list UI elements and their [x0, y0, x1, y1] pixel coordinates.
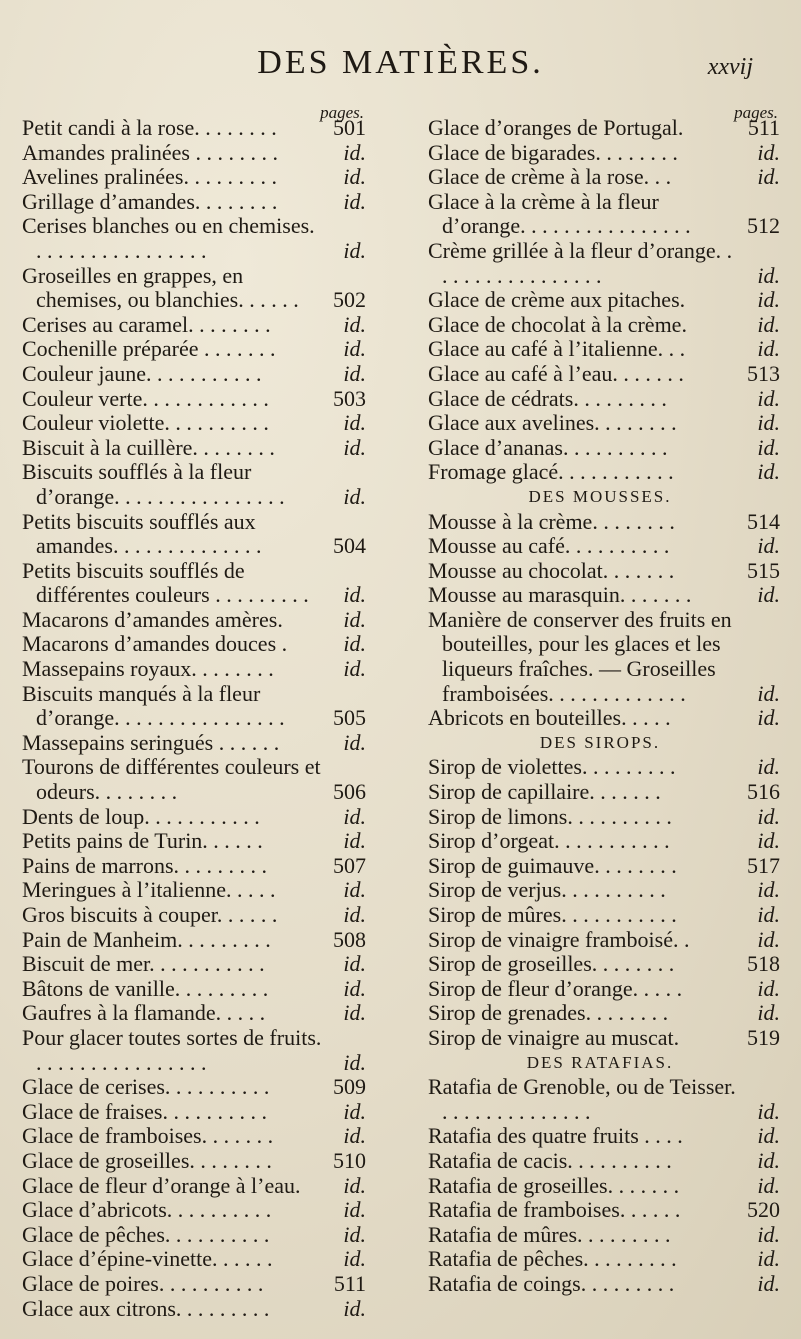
- page-number: id.: [343, 902, 366, 927]
- page-number: 503: [333, 385, 366, 411]
- page-number: 513: [747, 360, 780, 386]
- entry-text: Glace d’épine-vinette. . . . . .: [22, 1246, 273, 1272]
- index-entry: [420, 1124, 780, 1149]
- index-entry: [14, 755, 366, 804]
- index-entry: [14, 1026, 366, 1075]
- index-entry: [14, 829, 366, 854]
- index-entry: [420, 534, 780, 559]
- index-entry: [420, 436, 780, 461]
- entry-text: Ratafia de coings. . . . . . . . .: [428, 1270, 675, 1296]
- page-number: id.: [757, 926, 780, 952]
- index-entry: [14, 632, 366, 657]
- entry-text: Mousse à la crème. . . . . . . .: [428, 508, 675, 534]
- page-number: id.: [757, 1147, 780, 1173]
- entry-text: Ratafia de pêches. . . . . . . . .: [428, 1246, 677, 1272]
- page-number: 515: [747, 557, 780, 583]
- page-number: 502: [333, 287, 366, 313]
- page-number: id.: [757, 164, 780, 190]
- entry-text: Glace de cerises. . . . . . . . . .: [22, 1074, 270, 1100]
- page-number: id.: [343, 360, 366, 386]
- entry-text: Groseilles en grappes, en chemises, ou blanchies. . . . . .: [22, 262, 299, 313]
- index-entry: [14, 313, 366, 338]
- page-number: 518: [747, 951, 780, 977]
- index-entry: [14, 1149, 366, 1174]
- page-number: id.: [757, 828, 780, 854]
- index-entry: [420, 1026, 780, 1051]
- page-number: id.: [343, 656, 366, 682]
- page-number: 512: [747, 213, 780, 239]
- page-number: 506: [333, 779, 366, 805]
- entry-text: Cochenille préparée . . . . . . .: [22, 336, 276, 362]
- page-number: id.: [343, 336, 366, 362]
- section-heading: DES MOUSSES.: [528, 486, 672, 506]
- index-entry: [14, 952, 366, 977]
- entry-text: Ratafia des quatre fruits . . . .: [428, 1123, 683, 1149]
- entry-text: Petits biscuits soufflés aux amandes. . . . . . . . . . . . . .: [22, 508, 262, 559]
- index-entry: [14, 928, 366, 953]
- page-number: 514: [747, 508, 780, 534]
- index-entry: [420, 878, 780, 903]
- entry-text: Sirop de grenades. . . . . . . .: [428, 1000, 669, 1026]
- page-number: id.: [343, 631, 366, 657]
- page-number: id.: [343, 1221, 366, 1247]
- page-number: id.: [343, 139, 366, 165]
- index-entry: [14, 460, 366, 509]
- page-number: id.: [757, 705, 780, 731]
- page-number: id.: [343, 1098, 366, 1124]
- index-entry: [420, 313, 780, 338]
- page-number: 516: [747, 779, 780, 805]
- entry-text: Gros biscuits à couper. . . . . .: [22, 902, 278, 927]
- pages-label: pages.: [320, 103, 364, 122]
- entry-text: Pains de marrons. . . . . . . . .: [22, 852, 268, 878]
- page-number: id.: [343, 410, 366, 436]
- right-column: [420, 103, 780, 1297]
- entry-text: Pour glacer toutes sortes de fruits. . . . . . . . . . . . . . . . .: [22, 1024, 322, 1075]
- index-entry: [14, 1198, 366, 1223]
- entry-text: Glace à la crème à la fleur d’orange. . . . . . . . . . . . . . . .: [428, 188, 691, 239]
- entry-text: Massepains royaux. . . . . . . .: [22, 656, 274, 682]
- index-entry: [420, 1174, 780, 1199]
- index-entry: [14, 903, 366, 928]
- entry-text: Sirop de vinaigre framboisé. .: [428, 926, 690, 952]
- index-entry: [420, 928, 780, 953]
- page-number: id.: [757, 410, 780, 436]
- index-entry: [420, 854, 780, 879]
- entry-text: Glace de groseilles. . . . . . . .: [22, 1147, 272, 1173]
- index-entry: [14, 1075, 366, 1100]
- entry-text: Glace de fleur d’orange à l’eau.: [22, 1172, 301, 1198]
- page-number: id.: [757, 434, 780, 460]
- entry-text: Sirop de vinaigre au muscat.: [428, 1024, 680, 1050]
- entry-text: Macarons d’amandes amères.: [22, 606, 283, 632]
- folio: xxvij: [707, 54, 753, 80]
- entry-text: Sirop de capillaire. . . . . . .: [428, 779, 661, 805]
- entry-text: Glace aux avelines. . . . . . . .: [428, 410, 677, 436]
- entry-text: Biscuit à la cuillère. . . . . . . .: [22, 434, 275, 460]
- entry-text: Sirop de fleur d’orange. . . . .: [428, 975, 683, 1001]
- page-number: 508: [333, 926, 366, 952]
- entry-text: Glace d’abricots. . . . . . . . . .: [22, 1197, 272, 1223]
- entry-text: Mousse au chocolat. . . . . . .: [428, 557, 675, 583]
- index-entry: [420, 116, 780, 141]
- index-entry: [14, 362, 366, 387]
- page-number: id.: [343, 975, 366, 1001]
- page-number: id.: [757, 975, 780, 1001]
- page-number: id.: [343, 1049, 366, 1075]
- entry-text: Glace de cédrats. . . . . . . . .: [428, 385, 667, 411]
- index-entry: [14, 1100, 366, 1125]
- index-entry: [420, 411, 780, 436]
- index-entry: [420, 362, 780, 387]
- index-entry: [14, 387, 366, 412]
- index-entry: [420, 805, 780, 830]
- entry-text: Ratafia de groseilles. . . . . . .: [428, 1172, 680, 1198]
- entry-text: Glace de crème à la rose. . .: [428, 164, 672, 190]
- page-number: id.: [757, 262, 780, 288]
- index-entry: [420, 1198, 780, 1223]
- page-number: id.: [343, 1172, 366, 1198]
- entry-text: Dents de loup. . . . . . . . . . .: [22, 803, 260, 829]
- page-number: id.: [757, 1270, 780, 1296]
- entry-text: Glace de poires. . . . . . . . . .: [22, 1270, 264, 1296]
- entry-text: Fromage glacé. . . . . . . . . . .: [428, 459, 674, 485]
- index-entry: [420, 141, 780, 166]
- entry-text: Sirop de violettes. . . . . . . . .: [428, 754, 676, 780]
- index-entry: [14, 1272, 366, 1297]
- index-entry: [420, 559, 780, 584]
- entry-text: Cerises blanches ou en chemises. . . . . . . . . . . . . . . . .: [22, 213, 315, 263]
- index-entry: [420, 903, 780, 928]
- page-number: id.: [343, 1000, 366, 1026]
- index-entry: [14, 436, 366, 461]
- entry-text: Bâtons de vanille. . . . . . . . .: [22, 975, 269, 1001]
- index-entry: [420, 288, 780, 313]
- entry-text: Abricots en bouteilles. . . . .: [428, 705, 671, 731]
- entry-text: Glace d’oranges de Portugal.: [428, 115, 684, 140]
- entry-text: Biscuit de mer. . . . . . . . . . .: [22, 951, 265, 977]
- entry-text: Sirop de groseilles. . . . . . . .: [428, 951, 675, 977]
- entry-text: Glace de fraises. . . . . . . . . .: [22, 1098, 267, 1124]
- page-number: 507: [333, 852, 366, 878]
- entry-text: Sirop de mûres. . . . . . . . . . .: [428, 902, 677, 927]
- index-entry: [420, 190, 780, 239]
- index-entry: [14, 559, 366, 608]
- page-number: 509: [333, 1074, 366, 1100]
- entry-text: Glace au café à l’italienne. . .: [428, 336, 686, 362]
- index-entry: [14, 608, 366, 633]
- page-number: id.: [343, 1295, 366, 1321]
- page-number: id.: [757, 877, 780, 903]
- entry-text: Petits pains de Turin. . . . . .: [22, 828, 263, 854]
- index-entry: [14, 657, 366, 682]
- page-number: id.: [343, 164, 366, 190]
- index-entry: [14, 190, 366, 215]
- index-entry: [14, 510, 366, 559]
- index-entry: [420, 780, 780, 805]
- section-heading: DES SIROPS.: [539, 732, 661, 752]
- entry-text: Glace de bigarades. . . . . . . .: [428, 139, 678, 165]
- page-number: id.: [343, 237, 366, 263]
- page-number: id.: [343, 828, 366, 854]
- index-entry: [420, 952, 780, 977]
- page-number: id.: [757, 1123, 780, 1149]
- page-number: id.: [757, 803, 780, 829]
- index-entry: [14, 878, 366, 903]
- page-number: id.: [343, 434, 366, 460]
- page-number: id.: [343, 311, 366, 337]
- index-entry: [14, 264, 366, 313]
- entry-text: Ratafia de mûres. . . . . . . . .: [428, 1221, 671, 1247]
- page-number: id.: [757, 902, 780, 927]
- page-number: id.: [757, 680, 780, 706]
- entry-text: Petit candi à la rose. . . . . . . .: [22, 115, 277, 140]
- page-number: id.: [757, 139, 780, 165]
- entry-text: Sirop de guimauve. . . . . . . .: [428, 852, 677, 878]
- index-entry: [420, 608, 780, 706]
- page-number: 519: [747, 1024, 780, 1050]
- entry-text: Glace de crème aux pitaches.: [428, 287, 686, 313]
- page-number: id.: [757, 1221, 780, 1247]
- index-entry: [14, 337, 366, 362]
- entry-text: Macarons d’amandes douces .: [22, 631, 288, 657]
- index-entry: [14, 731, 366, 756]
- entry-text: Glace d’ananas. . . . . . . . . .: [428, 434, 668, 460]
- page-number: 504: [333, 533, 366, 559]
- entry-text: Glace de pêches. . . . . . . . . .: [22, 1221, 270, 1247]
- entry-text: Avelines pralinées. . . . . . . . .: [22, 164, 277, 190]
- index-entry: [14, 1124, 366, 1149]
- pages-label: pages.: [734, 103, 778, 122]
- page-number: id.: [757, 1000, 780, 1026]
- entry-text: Couleur violette. . . . . . . . . .: [22, 410, 269, 436]
- index-entry: [14, 165, 366, 190]
- index-entry: [420, 706, 780, 731]
- entry-text: Gaufres à la flamande. . . . .: [22, 1000, 266, 1026]
- entry-text: Grillage d’amandes. . . . . . . .: [22, 188, 278, 214]
- index-entry: [14, 1174, 366, 1199]
- index-entry: [14, 1001, 366, 1026]
- page-number: id.: [757, 582, 780, 608]
- page-number: 505: [333, 705, 366, 731]
- index-entry: [420, 239, 780, 288]
- entry-text: Meringues à l’italienne. . . . .: [22, 877, 276, 903]
- entry-text: Sirop de limons. . . . . . . . . .: [428, 803, 672, 829]
- index-entry: [420, 1272, 780, 1297]
- index-entry: [14, 214, 366, 263]
- entry-text: Mousse au café. . . . . . . . . .: [428, 533, 670, 559]
- index-entry: [420, 583, 780, 608]
- entry-text: Ratafia de Grenoble, ou de Teisser. . . . . . . . . . . . . . .: [428, 1074, 736, 1124]
- page-number: 517: [747, 852, 780, 878]
- entry-text: Ratafia de cacis. . . . . . . . . .: [428, 1147, 672, 1173]
- page-number: 501: [333, 115, 366, 140]
- page-number: 510: [333, 1147, 366, 1173]
- index-entry: [420, 387, 780, 412]
- page-number: id.: [343, 951, 366, 977]
- entry-text: Sirop d’orgeat. . . . . . . . . . .: [428, 828, 670, 854]
- index-entry: [420, 1075, 780, 1124]
- index-entry: [420, 510, 780, 535]
- page-number: id.: [757, 1098, 780, 1124]
- page-number: id.: [757, 311, 780, 337]
- entry-text: Pain de Manheim. . . . . . . . .: [22, 926, 271, 952]
- page-number: id.: [757, 459, 780, 485]
- index-entry: [14, 1223, 366, 1248]
- index-entry: [420, 1247, 780, 1272]
- page-number: id.: [757, 385, 780, 411]
- page-number: 520: [747, 1197, 780, 1223]
- index-entry: [14, 682, 366, 731]
- running-title: DES MATIÈRES.: [257, 44, 544, 81]
- index-entry: [420, 1223, 780, 1248]
- page-number: 511: [747, 115, 780, 140]
- page-header: [0, 36, 801, 86]
- page-number: 511: [333, 1270, 366, 1296]
- index-entry: [14, 1297, 366, 1322]
- page-number: id.: [757, 533, 780, 559]
- page-number: id.: [343, 729, 366, 755]
- entry-text: Amandes pralinées . . . . . . . .: [22, 139, 278, 165]
- entry-text: Couleur jaune. . . . . . . . . . .: [22, 360, 262, 386]
- entry-text: Cerises au caramel. . . . . . . .: [22, 311, 271, 337]
- page-number: id.: [757, 336, 780, 362]
- entry-text: Tourons de différentes couleurs et odeurs. . . . . . . .: [22, 754, 321, 805]
- index-entry: [14, 1247, 366, 1272]
- entry-text: Sirop de verjus. . . . . . . . . .: [428, 877, 666, 903]
- entry-text: Petits biscuits soufflés de différentes couleurs . . . . . . . . .: [22, 557, 309, 608]
- page-number: id.: [343, 803, 366, 829]
- page-number: id.: [343, 877, 366, 903]
- index-entry: [14, 854, 366, 879]
- index-entry: [420, 460, 780, 485]
- index-entry: [14, 411, 366, 436]
- index-entry: [420, 165, 780, 190]
- page-number: id.: [757, 754, 780, 780]
- page-number: id.: [757, 287, 780, 313]
- page-number: id.: [343, 582, 366, 608]
- entry-text: Crème grillée à la fleur d’orange. . . . . . . . . . . . . . . . .: [428, 237, 733, 288]
- page-number: id.: [343, 606, 366, 632]
- index-entry: [420, 1001, 780, 1026]
- left-column: [14, 103, 366, 1321]
- index-entry: [420, 337, 780, 362]
- page-number: id.: [757, 1172, 780, 1198]
- entry-text: Manière de conserver des fruits en bouteilles, pour les glaces et les liqueurs fraîches. — Groseilles framboisées. . . . . . . . . . . . .: [428, 606, 732, 706]
- index-entry: [420, 1149, 780, 1174]
- entry-text: Ratafia de framboises. . . . . .: [428, 1197, 681, 1223]
- page-number: id.: [343, 1197, 366, 1223]
- index-entry: [14, 805, 366, 830]
- page-number: id.: [757, 1246, 780, 1272]
- entry-text: Glace de framboises. . . . . . .: [22, 1123, 274, 1149]
- index-entry: [420, 829, 780, 854]
- index-entry: [420, 755, 780, 780]
- entry-text: Glace aux citrons. . . . . . . . .: [22, 1295, 270, 1321]
- entry-text: Mousse au marasquin. . . . . . .: [428, 582, 692, 608]
- entry-text: Glace de chocolat à la crème.: [428, 311, 687, 337]
- section-heading: DES RATAFIAS.: [526, 1052, 674, 1072]
- index-entry: [14, 116, 366, 141]
- entry-text: Massepains seringués . . . . . .: [22, 729, 280, 755]
- page-number: id.: [343, 188, 366, 214]
- page-number: id.: [343, 483, 366, 509]
- page-number: id.: [343, 1246, 366, 1272]
- entry-text: Glace au café à l’eau. . . . . . .: [428, 360, 684, 386]
- index-entry: [14, 141, 366, 166]
- entry-text: Biscuits soufflés à la fleur d’orange. . . . . . . . . . . . . . . .: [22, 459, 285, 509]
- entry-text: Biscuits manqués à la fleur d’orange. . . . . . . . . . . . . . . .: [22, 680, 285, 731]
- entry-text: Couleur verte. . . . . . . . . . . .: [22, 385, 269, 411]
- index-entry: [420, 977, 780, 1002]
- index-entry: [14, 977, 366, 1002]
- page-number: id.: [343, 1123, 366, 1149]
